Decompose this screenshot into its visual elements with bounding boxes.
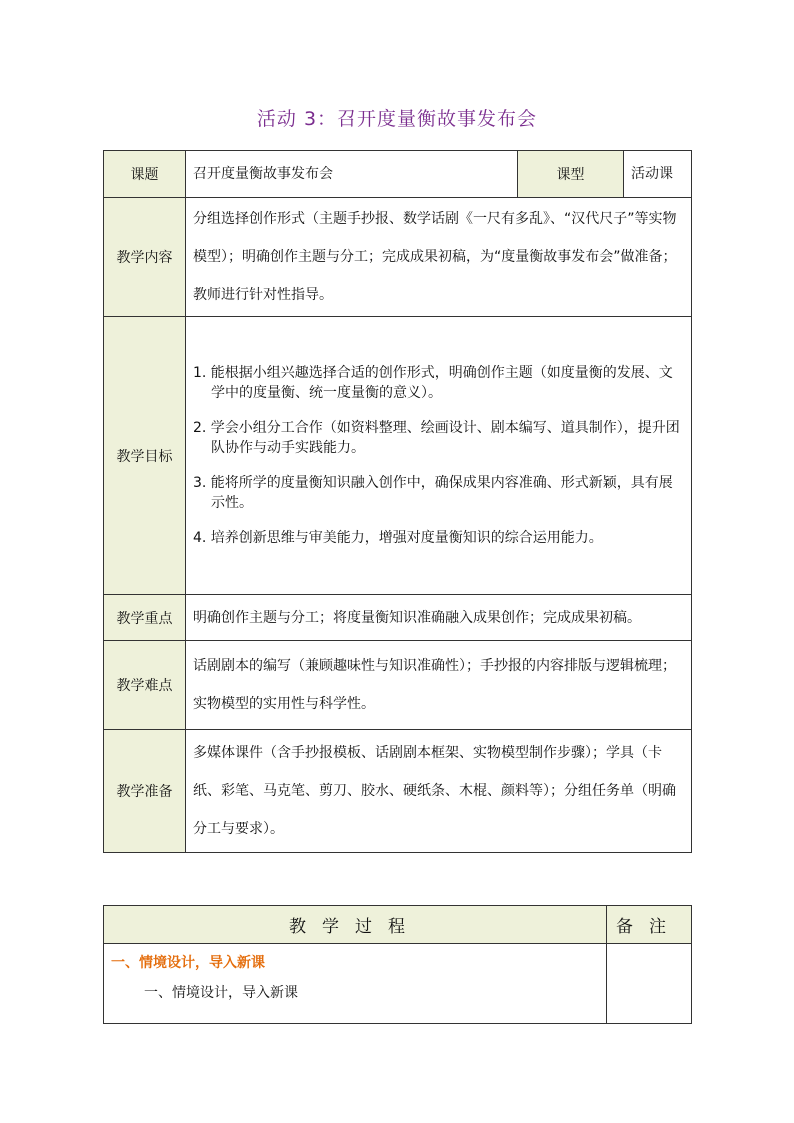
content-label: 教学内容 xyxy=(104,198,186,317)
goal-item: 3. 能将所学的度量衡知识融入创作中，确保成果内容准确、形式新颖，具有展示性。 xyxy=(193,475,673,511)
process-header: 教学过程 xyxy=(104,906,607,944)
type-value: 活动课 xyxy=(624,151,692,198)
teaching-process-table xyxy=(103,905,692,1024)
page-title: 活动 3：召开度量衡故事发布会 xyxy=(256,108,538,130)
difficulty-value: 话剧剧本的编写（兼顾趣味性与知识准确性）；手抄报的内容排版与逻辑梳理；实物模型的实用性与科学性。 xyxy=(186,641,692,730)
key-label: 教学重点 xyxy=(104,595,186,641)
type-label: 课型 xyxy=(518,151,624,198)
notes-cell xyxy=(607,944,692,1024)
process-body xyxy=(104,944,607,1024)
goals-list xyxy=(186,317,692,595)
difficulty-label: 教学难点 xyxy=(104,641,186,730)
section-subtitle: 一、情境设计，导入新课 xyxy=(144,985,298,1001)
lesson-info-table xyxy=(103,150,692,853)
topic-value: 召开度量衡故事发布会 xyxy=(186,151,518,198)
goal-item: 4. 培养创新思维与审美能力，增强对度量衡知识的综合运用能力。 xyxy=(193,530,603,546)
goal-item: 2. 学会小组分工合作（如资料整理、绘画设计、剧本编写、道具制作），提升团队协作与动手实践能力。 xyxy=(193,420,680,456)
prep-label: 教学准备 xyxy=(104,730,186,853)
goal-item: 1. 能根据小组兴趣选择合适的创作形式，明确创作主题（如度量衡的发展、文学中的度量衡、统一度量衡的意义）。 xyxy=(193,365,673,401)
prep-value: 多媒体课件（含手抄报模板、话剧剧本框架、实物模型制作步骤）；学具（卡纸、彩笔、马克笔、剪刀、胶水、硬纸条、木棍、颜料等）；分组任务单（明确分工与要求）。 xyxy=(186,730,692,853)
goals-label: 教学目标 xyxy=(104,317,186,595)
notes-header: 备注 xyxy=(607,906,692,944)
topic-label: 课题 xyxy=(104,151,186,198)
section-title: 一、情境设计，导入新课 xyxy=(111,955,265,971)
content-value: 分组选择创作形式（主题手抄报、数学话剧《一尺有多乱》、“汉代尺子”等实物模型）；明确创作主题与分工；完成成果初稿，为“度量衡故事发布会”做准备；教师进行针对性指导。 xyxy=(186,198,692,317)
key-value: 明确创作主题与分工；将度量衡知识准确融入成果创作；完成成果初稿。 xyxy=(186,595,692,641)
